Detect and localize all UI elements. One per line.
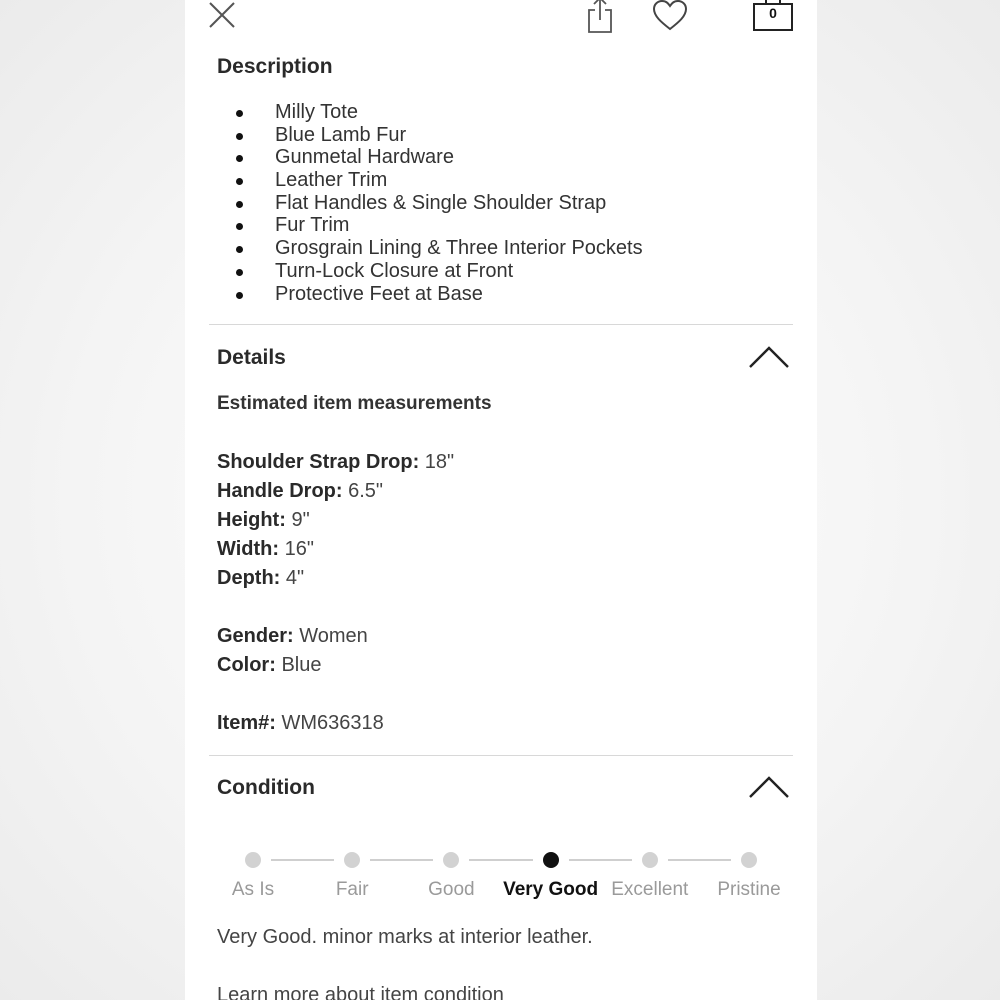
- scale-dot: [741, 852, 757, 868]
- list-item: Turn-Lock Closure at Front: [217, 260, 643, 283]
- product-details-panel: [185, 0, 817, 1000]
- divider: [209, 324, 793, 325]
- description-title: Description: [217, 55, 333, 78]
- share-icon[interactable]: [585, 0, 615, 34]
- close-icon[interactable]: [207, 0, 237, 30]
- spec-depth: Depth: 4": [217, 567, 305, 589]
- scale-label: Very Good: [503, 879, 599, 900]
- condition-description: Very Good. minor marks at interior leather.: [217, 926, 593, 948]
- scale-dot: [245, 852, 261, 868]
- scale-label: Fair: [335, 879, 369, 900]
- spec-color: Color: Blue: [217, 654, 322, 676]
- scale-connector: [668, 859, 731, 861]
- spec-shoulder-strap-drop: Shoulder Strap Drop: 18": [217, 451, 455, 473]
- divider: [209, 755, 793, 756]
- top-bar: [185, 0, 817, 40]
- list-item: Flat Handles & Single Shoulder Strap: [217, 192, 643, 215]
- scale-dot: [344, 852, 360, 868]
- chevron-up-icon[interactable]: [747, 345, 791, 371]
- list-item: Gunmetal Hardware: [217, 146, 643, 169]
- heart-icon[interactable]: [651, 0, 689, 32]
- cart-count: 0: [769, 5, 777, 21]
- scale-label: Good: [428, 879, 475, 900]
- condition-title[interactable]: Condition: [217, 776, 315, 799]
- shopping-bag-icon[interactable]: [751, 0, 795, 32]
- spec-gender: Gender: Women: [217, 625, 368, 647]
- list-item: Protective Feet at Base: [217, 283, 643, 306]
- details-title[interactable]: Details: [217, 346, 286, 369]
- list-item: Fur Trim: [217, 214, 643, 237]
- scale-label: Pristine: [717, 879, 781, 900]
- scale-dot: [642, 852, 658, 868]
- condition-scale: [185, 848, 817, 908]
- scale-connector: [370, 859, 433, 861]
- list-item: Milly Tote: [217, 101, 643, 124]
- list-item: Leather Trim: [217, 169, 643, 192]
- list-item: Grosgrain Lining & Three Interior Pockets: [217, 237, 643, 260]
- learn-more-link[interactable]: Learn more about item condition: [217, 984, 504, 1000]
- spec-width: Width: 16": [217, 538, 314, 560]
- chevron-up-icon[interactable]: [747, 775, 791, 801]
- scale-label: As Is: [231, 879, 275, 900]
- scale-dot: [543, 852, 559, 868]
- scale-connector: [569, 859, 632, 861]
- scale-connector: [271, 859, 334, 861]
- description-list: [217, 101, 643, 305]
- measurements-heading: Estimated item measurements: [217, 393, 492, 414]
- scale-connector: [469, 859, 532, 861]
- spec-item-number: Item#: WM636318: [217, 712, 384, 734]
- spec-handle-drop: Handle Drop: 6.5": [217, 480, 384, 502]
- scale-dot: [443, 852, 459, 868]
- scale-label: Excellent: [611, 879, 689, 900]
- list-item: Blue Lamb Fur: [217, 124, 643, 147]
- spec-height: Height: 9": [217, 509, 310, 531]
